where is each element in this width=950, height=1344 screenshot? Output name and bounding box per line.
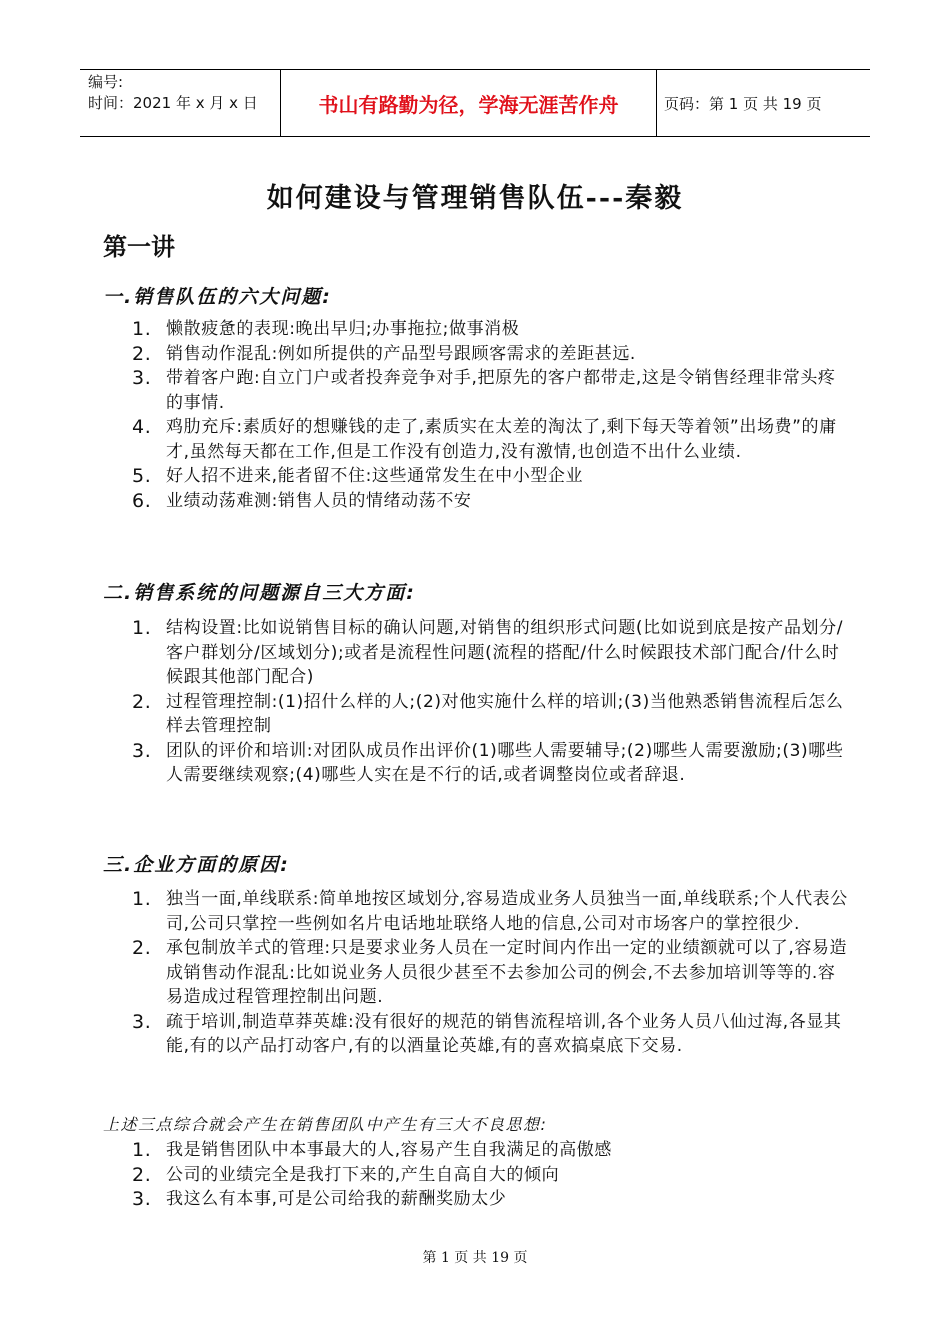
page-footer: 第 1 页 共 19 页 bbox=[422, 1250, 528, 1266]
document-title: 如何建设与管理销售队伍---秦毅 bbox=[266, 183, 684, 214]
item-number: 2. bbox=[132, 690, 152, 713]
section-heading: 二.销售系统的问题源自三大方面: bbox=[103, 582, 416, 604]
list-item bbox=[128, 366, 848, 415]
summary-heading: 上述三点综合就会产生在销售团队中产生有三大不良思想: bbox=[103, 1115, 548, 1134]
item-number: 3. bbox=[132, 367, 152, 389]
item-text: 公司的业绩完全是我打下来的,产生自高自大的倾向 bbox=[166, 1164, 560, 1185]
item-number: 4. bbox=[132, 416, 152, 438]
header-divider bbox=[656, 70, 657, 136]
item-number: 6. bbox=[132, 489, 152, 512]
section-heading: 三.企业方面的原因: bbox=[103, 854, 290, 876]
section-list bbox=[128, 616, 848, 788]
item-number: 2. bbox=[132, 1163, 152, 1186]
item-number: 2. bbox=[132, 937, 152, 959]
item-number: 5. bbox=[132, 465, 152, 487]
item-text: 销售动作混乱:例如所提供的产品型号跟顾客需求的差距甚远. bbox=[166, 343, 636, 364]
header-meta bbox=[88, 72, 278, 114]
item-number: 1. bbox=[132, 617, 152, 639]
page-header bbox=[80, 69, 870, 137]
header-page-label: 页码：第 1 页 共 19 页 bbox=[664, 94, 822, 113]
item-text: 过程管理控制:(1)招什么样的人;(2)对他实施什么样的培训;(3)当他熟悉销售流程后怎么样去管理控制 bbox=[166, 691, 844, 736]
item-number: 1. bbox=[132, 318, 152, 340]
section-list bbox=[128, 317, 848, 513]
item-number: 1. bbox=[132, 888, 152, 910]
list-item bbox=[128, 739, 848, 788]
item-text: 我这么有本事,可是公司给我的薪酬奖励太少 bbox=[166, 1189, 507, 1209]
list-item bbox=[128, 415, 848, 464]
summary-list bbox=[128, 1138, 848, 1212]
list-item bbox=[128, 342, 848, 367]
list-item bbox=[128, 1187, 848, 1212]
header-motto: 书山有路勤为径，学海无涯苦作舟 bbox=[318, 92, 619, 117]
item-text: 疏于培训,制造草莽英雄:没有很好的规范的销售流程培训,各个业务人员八仙过海,各显其能,有的以产品打动客户,有的以酒量论英雄,有的喜欢搞桌底下交易. bbox=[166, 1011, 842, 1056]
list-item bbox=[128, 1138, 848, 1163]
list-item bbox=[128, 489, 848, 514]
item-text: 团队的评价和培训:对团队成员作出评价(1)哪些人需要辅导;(2)哪些人需要激励;(3)哪些人需要继续观察;(4)哪些人实在是不行的话,或者调整岗位或者辞退. bbox=[166, 740, 844, 785]
item-text: 鸡肋充斥:素质好的想赚钱的走了,素质实在太差的淘汰了,剩下每天等着领”出场费”的庸才,虽然每天都在工作,但是工作没有创造力,没有激情,也创造不出什么业绩. bbox=[166, 417, 837, 462]
list-item bbox=[128, 616, 848, 690]
item-number: 3. bbox=[132, 1010, 152, 1033]
item-text: 带着客户跑:自立门户或者投奔竞争对手,把原先的客户都带走,这是令销售经理非常头疼的事情. bbox=[166, 368, 836, 413]
item-text: 承包制放羊式的管理:只是要求业务人员在一定时间内作出一定的业绩额就可以了,容易造成销售动作混乱:比如说业务人员很少甚至不去参加公司的例会,不去参加培训等等的.容易造成过程管理控制出问题. bbox=[166, 938, 848, 1007]
item-text: 我是销售团队中本事最大的人,容易产生自我满足的高傲感 bbox=[166, 1140, 613, 1160]
list-item bbox=[128, 1163, 848, 1188]
item-text: 独当一面,单线联系:简单地按区域划分,容易造成业务人员独当一面,单线联系;个人代表公司,公司只掌控一些例如名片电话地址联络人地的信息,公司对市场客户的掌控很少. bbox=[166, 889, 848, 934]
item-number: 2. bbox=[132, 342, 152, 365]
list-item bbox=[128, 887, 848, 936]
section-heading: 一.销售队伍的六大问题: bbox=[103, 286, 332, 308]
lecture-heading: 第一讲 bbox=[103, 232, 175, 261]
item-text: 结构设置:比如说销售目标的确认问题,对销售的组织形式问题(比如说到底是按产品划分/客户群划分/区域划分);或者是流程性问题(流程的搭配/什么时候跟技术部门配合/什么时候跟其他部门配合) bbox=[166, 618, 844, 687]
item-number: 1. bbox=[132, 1139, 152, 1161]
item-text: 懒散疲惫的表现:晚出早归;办事拖拉;做事消极 bbox=[166, 319, 520, 339]
item-text: 好人招不进来,能者留不住:这些通常发生在中小型企业 bbox=[166, 466, 584, 486]
time-label: 时间：2021 年 x 月 x 日 bbox=[88, 94, 258, 112]
list-item bbox=[128, 317, 848, 342]
list-item bbox=[128, 1010, 848, 1059]
list-item bbox=[128, 936, 848, 1010]
item-number: 3. bbox=[132, 1188, 152, 1210]
section-list bbox=[128, 887, 848, 1059]
list-item bbox=[128, 464, 848, 489]
item-text: 业绩动荡难测:销售人员的情绪动荡不安 bbox=[166, 490, 472, 511]
item-number: 3. bbox=[132, 739, 152, 762]
list-item bbox=[128, 690, 848, 739]
number-label: 编号: bbox=[88, 73, 124, 91]
